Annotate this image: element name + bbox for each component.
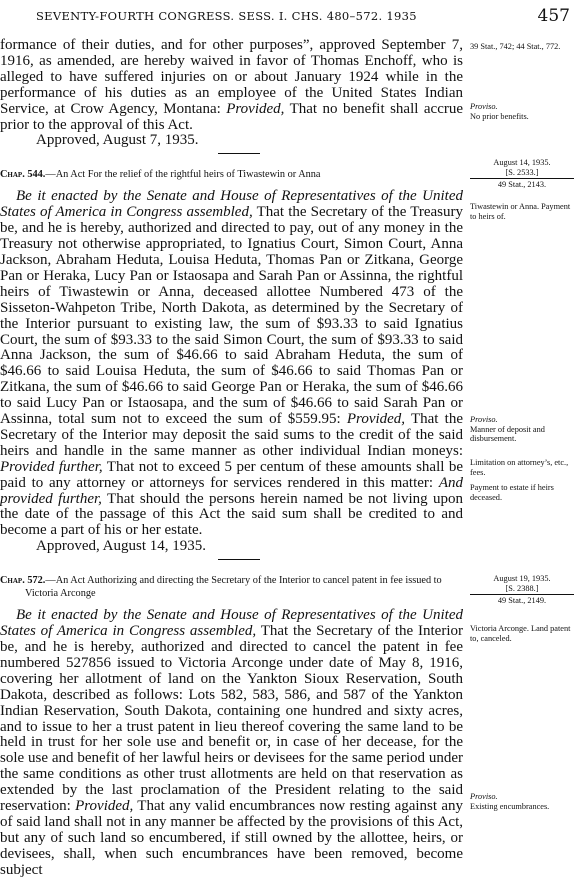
chapter-544-heading: Chap. 544.—An Act For the relief of the rightful heirs of Tiwastewin or Anna [0,169,321,181]
sidenote-subject: Tiwastewin or Anna. Payment to heirs of. [470,202,571,221]
sidenote-proviso: Proviso. Existing encumbrances. [470,792,550,811]
chapter-544-text: Be it enacted by the Senate and House of Representatives of the United States of America in Congress assembled, That the Secretary of the Treasury be, and he is hereby, authorized and directed to pay, out of any money in the Treasury not otherwise appropriated, to Ignatius Court, Simon Court, Anna Jackson, Abraham Heduta, Louisa Heduta, Thomas Pan or Zitkana, George Pan or Heraka, Lucy Pan or Istaosapa and Sarah Pan or Assinna, the rightful heirs of Tiwastewin or Anna, deceased allottee Numbered 473 of the Sisseton-Wahpeton Tribe, North Dakota, as determined by the Secretary of the Interior pursuant to existing law, the sum of $93.33 to said Ignatius Court, the sum of $93.33 to the said Simon Court, the sum of $93.33 to said Anna Jackson, the sum of $46.66 to said Abraham Heduta, the sum of $46.66 to said Louisa Heduta, the sum of $46.66 to said Thomas Pan or Zitkana, the sum of $46.66 to said George Pan or Heraka, the sum of $46.66 to said Lucy Pan or Istaosapa, and the sum of $46.66 to said Sarah Pan or Assinna, total sum not to exceed the sum of $559.95: Provided, That the Secretary of the Interior may deposit the said sums to the credit of the said heirs and handle in the same manner as other individual Indian moneys: Provided further, That not to exceed 5 per centum of these amounts shall be paid to any attorney or attorneys for services rendered in this matter: And provided further, That should the persons herein named be not living upon the date of the passage of this Act the said sum shall be credited to and become a part of his or her estate. [0,188,464,539]
main-text-column [0,38,463,879]
sidenote-proviso: Proviso. No prior benefits. [470,102,529,121]
chapter-572-heading: Chap. 572.—An Act Authorizing and directing the Secretary of the Interior to cancel patent in fee issued to Victoria Arconge [0,575,442,600]
approval-date: Approved, August 14, 1935. [36,538,206,555]
sidenote-chapter-544-date: August 14, 1935. [S. 2533.] 49 Stat., 2143. [470,158,574,190]
chapter-572-text: Be it enacted by the Senate and House of Representatives of the United States of America in Congress assembled, That the Secretary of the Interior be, and he is hereby, authorized and directed to cancel the patent in fee numbered 527856 issued to Victoria Arconge under date of May 8, 1916, covering her allotment of land on the Yankton Sioux Reservation, South Dakota, described as follows: Lots 582, 583, 586, and 587 of the Yankton Indian Reservation, South Dakota, containing one hundred and sixty acres, and to issue to her a trust patent in lieu thereof covering the same land to be held in trust for her sole use and benefit or, in case of her decease, for the sole use and benefit of her lawful heirs or devisees for the same period under the same conditions as other trust allotments are held on that reservation as extended by the last proclamation of the President relating to the said reservation: Provided, That any valid encumbrances now resting against any of said land shall not in any manner be affected by the provisions of this Act, but any of such land so encumbered, if still owned by the allottee, heirs, or devisees, shall, when such encumbrances have been removed, become subject [0,607,463,878]
page-number: 457 [537,6,570,26]
running-header [0,6,578,24]
sidenote-subject: Victoria Arconge. Land patent to, canceled. [470,624,571,643]
sidenote-payment-to-estate: Payment to estate if heirs deceased. [470,483,554,502]
sidenote-chapter-572-date: August 19, 1935. [S. 2388.] 49 Stat., 2149. [470,574,574,606]
sidenote-limitation: Limitation on attorney’s, etc., fees. [470,458,569,477]
sidenote-statute-citation: 39 Stat., 742; 44 Stat., 772. [470,42,561,51]
section-rule [218,153,260,154]
paragraph-continued: formance of their duties, and for other purposes”, approved September 7, 1916, as amended, are hereby waived in favor of Thomas Enchoff, who is alleged to have suffered injuries on or about January 1924 while in the performance of his duties as an employee of the United States Indian Service, at Crow Agency, Montana: Provided, That no benefit shall accrue prior to the approval of this Act. [0,37,463,133]
approval-date: Approved, August 7, 1935. [36,132,199,149]
sidenote-proviso: Proviso. Manner of deposit and disbursement. [470,415,545,444]
section-rule [218,559,260,560]
header-caption: SEVENTY-FOURTH CONGRESS. SESS. I. CHS. 480–572. 1935 [36,9,417,23]
